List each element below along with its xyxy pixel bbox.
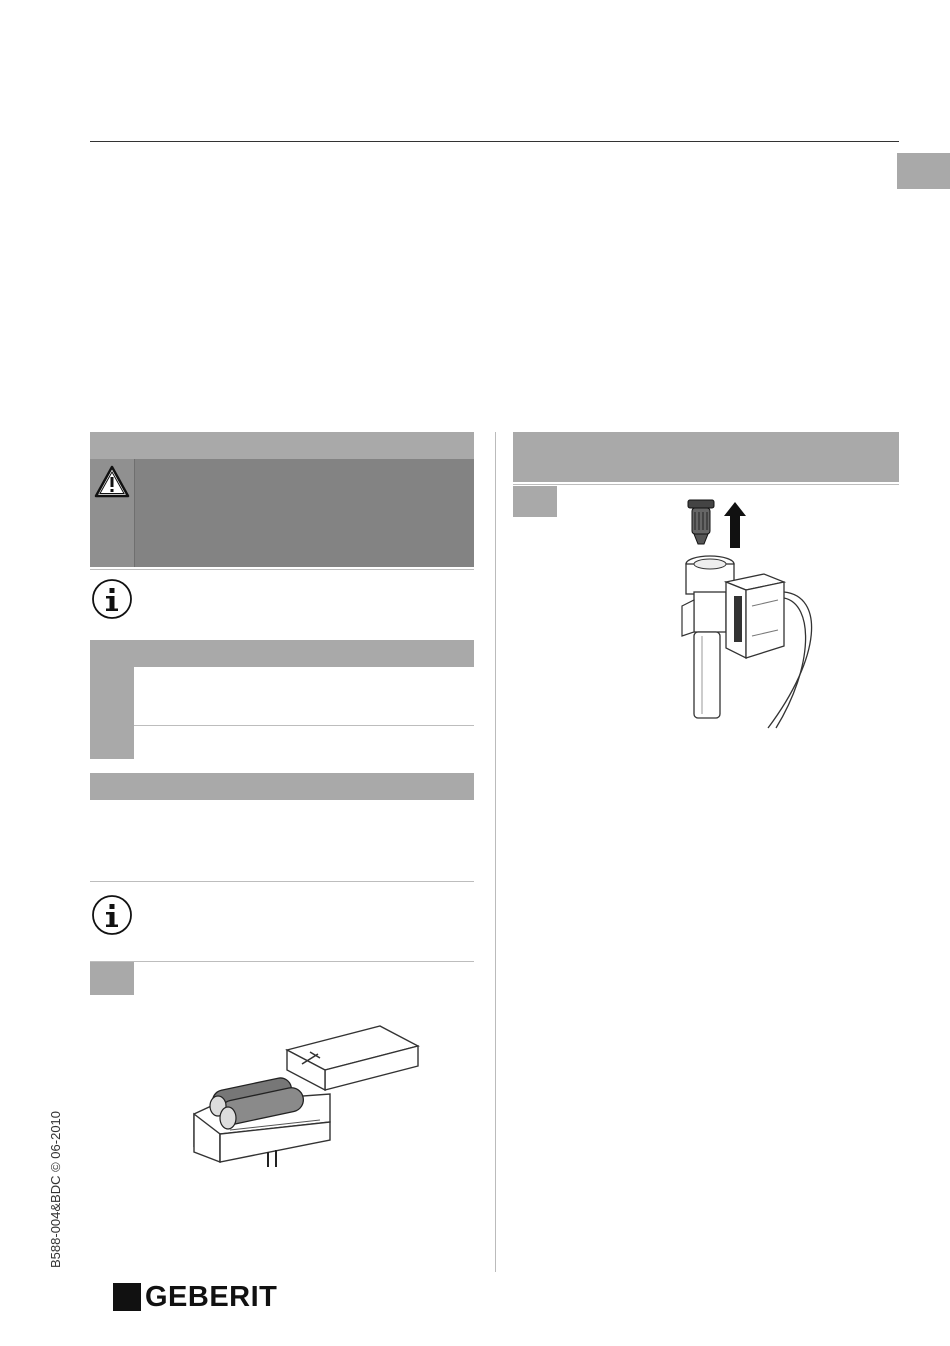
warning-box	[90, 459, 474, 567]
info-circle-icon	[90, 577, 134, 621]
document-code: B588-004&BDC © 06-2010	[48, 1110, 63, 1268]
step-number-cell	[513, 486, 557, 517]
info-circle-icon	[90, 893, 134, 937]
divider	[90, 569, 474, 570]
divider	[134, 725, 474, 726]
column-divider	[495, 432, 496, 1272]
divider	[90, 961, 474, 962]
divider	[513, 484, 899, 485]
battery-compartment-illustration	[190, 1022, 430, 1172]
step-number-cell	[90, 667, 134, 759]
divider	[90, 881, 474, 882]
section-bar-prerequisites	[90, 640, 474, 667]
section-bar-filter	[513, 432, 899, 482]
solenoid-valve-illustration	[664, 496, 834, 736]
logo-square-icon	[113, 1283, 141, 1311]
logo-text: GEBERIT	[145, 1281, 278, 1313]
header-rule	[90, 141, 899, 142]
step-number-cell	[90, 962, 134, 995]
language-tab	[897, 153, 950, 189]
geberit-logo	[113, 1283, 277, 1311]
warning-icon-cell	[90, 459, 135, 567]
section-bar-safety	[90, 432, 474, 459]
warning-triangle-icon	[94, 465, 130, 499]
section-bar-battery	[90, 773, 474, 800]
